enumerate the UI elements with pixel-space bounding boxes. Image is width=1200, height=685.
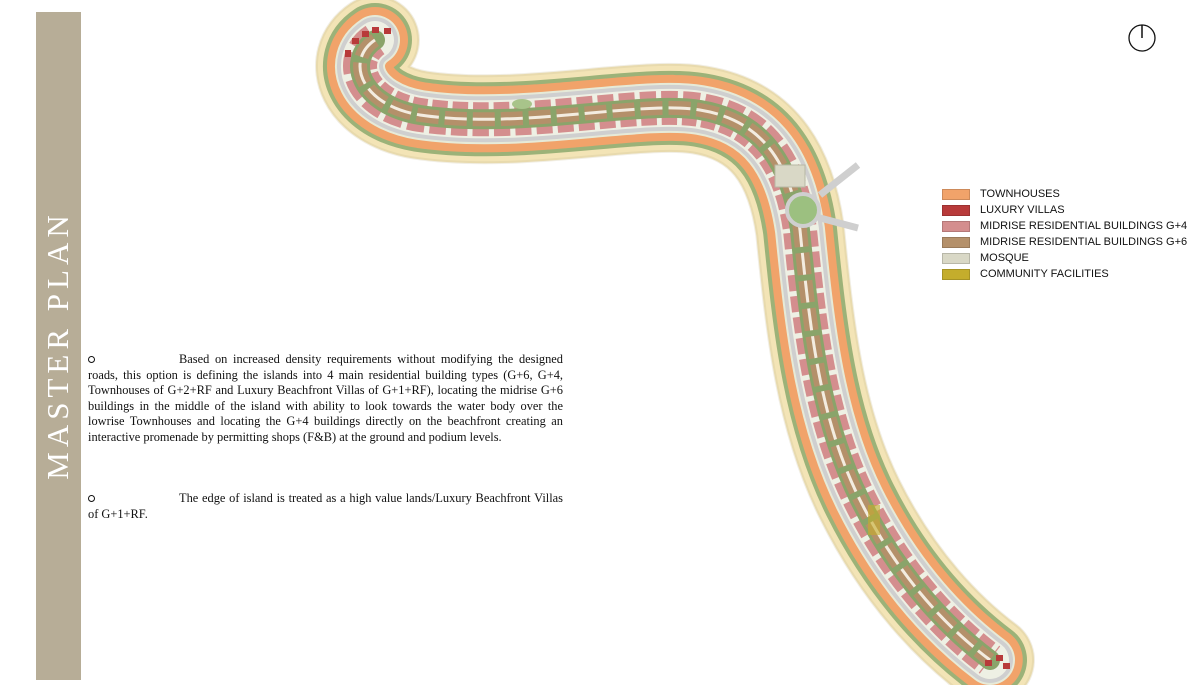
legend-label: MIDRISE RESIDENTIAL BUILDINGS G+6 bbox=[980, 236, 1188, 248]
paragraph-1-text: Based on increased density requirements without modifying the designed roads, this option is defining the islands into 4 main residential building types (G+6, G+4, Townhouses of G+2+RF and Luxury Beachfront Villas of G+1+RF), locating the midrise G+6 buildings in the middle of the island with ability to look towards the water body over the lowrise Townhouses and locating the G+4 buildings directly on the beachfront creating an interactive promenade by permitting shops (F&B) at the ground and podium levels. bbox=[88, 352, 563, 444]
legend-label: MIDRISE RESIDENTIAL BUILDINGS G+4 bbox=[980, 220, 1188, 232]
legend-item-midrise-g6 bbox=[942, 234, 1187, 250]
map-legend bbox=[942, 186, 1187, 282]
legend-swatch bbox=[942, 189, 970, 200]
legend-swatch bbox=[942, 237, 970, 248]
park-oval bbox=[512, 99, 532, 109]
legend-label: LUXURY VILLAS bbox=[980, 204, 1065, 216]
legend-item-luxury-villas bbox=[942, 202, 1187, 218]
legend-label: TOWNHOUSES bbox=[980, 188, 1060, 200]
page-title: MASTER PLAN bbox=[40, 210, 75, 480]
legend-item-midrise-g4 bbox=[942, 218, 1187, 234]
legend-item-community-facilities bbox=[942, 266, 1187, 282]
legend-item-mosque bbox=[942, 250, 1187, 266]
roundabout bbox=[787, 194, 819, 226]
legend-label: MOSQUE bbox=[980, 252, 1029, 264]
legend-label: COMMUNITY FACILITIES bbox=[980, 268, 1109, 280]
community-facility bbox=[868, 505, 880, 535]
north-arrow-icon bbox=[1128, 24, 1156, 52]
legend-swatch bbox=[942, 253, 970, 264]
paragraph-2-text: The edge of island is treated as a high value lands/Luxury Beachfront Villas of G+1+RF. bbox=[88, 491, 563, 521]
legend-item-townhouses bbox=[942, 186, 1187, 202]
legend-swatch bbox=[942, 269, 970, 280]
legend-swatch bbox=[942, 221, 970, 232]
legend-swatch bbox=[942, 205, 970, 216]
mosque bbox=[775, 165, 805, 187]
